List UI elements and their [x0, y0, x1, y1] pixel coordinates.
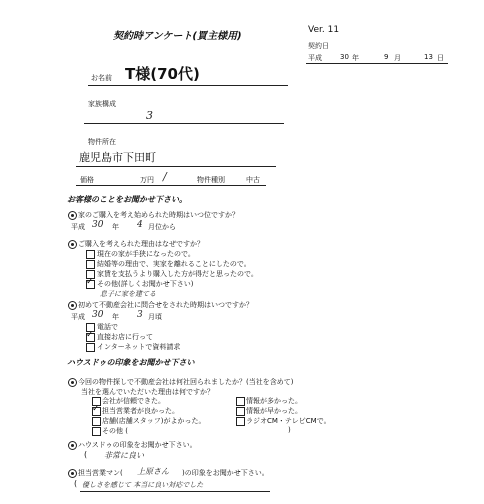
- version-label: Ver. 11: [308, 25, 340, 35]
- contract-month-unit: 月: [394, 54, 401, 62]
- form-title: 契約時アンケート(買主様用): [113, 31, 242, 42]
- price-underline: [76, 185, 266, 186]
- q5-bullet-icon: [68, 441, 77, 450]
- section2-heading: ハウスドゥの印象をお聞かせ下さい: [67, 358, 195, 367]
- contract-month: 9: [384, 53, 389, 61]
- q1-month: 4: [137, 220, 143, 230]
- q2-question: ご購入を考えられた理由はなぜですか？: [78, 240, 204, 248]
- family-underline: [84, 123, 284, 124]
- q1-year: 30: [92, 220, 104, 230]
- q3-option-label: 電話で: [97, 323, 118, 331]
- contract-era: 平成: [308, 54, 322, 62]
- q3-year: 30: [92, 310, 104, 320]
- q2-option-label: その他(詳しくお聞かせ下さい): [97, 280, 194, 288]
- q2-option-label: 家賃を支払うより購入した方が得だと思ったので。: [97, 270, 258, 278]
- property-location-value: 鹿児島市下田町: [79, 151, 156, 164]
- q3-question: 初めて不動産会社に問合せをされた時期はいつですか？: [78, 301, 253, 309]
- q4-option-label: 情報が早かった。: [246, 407, 302, 415]
- q2-bullet-icon: [68, 240, 77, 249]
- name-underline: [88, 85, 288, 86]
- q3-month: 3: [137, 310, 143, 320]
- q3-option-label: インターネットで資料請求: [97, 343, 181, 351]
- q4-option-checkbox[interactable]: [236, 397, 245, 406]
- contract-date-label: 契約日: [308, 42, 329, 50]
- checkmark-icon: ✓: [86, 330, 94, 340]
- q6-answer-underline: [80, 491, 270, 492]
- q5-answer: 非常に良い: [104, 451, 144, 460]
- q4-option-label: ラジオCM・テレビCMで。: [246, 417, 331, 425]
- q4-option-label: 店舗(店舗スタッフ)がよかった。: [102, 417, 206, 425]
- q5-question: ハウスドゥの印象をお聞かせ下さい。: [78, 441, 197, 449]
- property-type-label: 物件種別: [197, 176, 225, 184]
- q3-year-unit: 年: [112, 313, 119, 321]
- q1-question: 家のご購入を考え始められた時期はいつ位ですか？: [78, 211, 239, 219]
- q2-option-checkbox[interactable]: [86, 250, 95, 259]
- q4-bullet-icon: [68, 378, 77, 387]
- section1-heading: お客様のことをお聞かせ下さい。: [67, 195, 187, 204]
- checkmark-icon: ✓: [92, 404, 100, 414]
- contract-day: 13: [424, 53, 433, 61]
- q3-suffix: 月頃: [148, 313, 162, 321]
- contract-year: 30: [340, 53, 349, 61]
- q2-option-label: 結婚等の理由で、実家を離れることにしたので。: [97, 260, 251, 268]
- q3-option-label: 直接お店に行って: [97, 333, 153, 341]
- price-unit: 万円: [140, 176, 154, 184]
- q6-staff-name: 上原さん: [137, 467, 169, 476]
- q4-option-checkbox[interactable]: [236, 417, 245, 426]
- q3-bullet-icon: [68, 301, 77, 310]
- q1-era: 平成: [71, 223, 85, 231]
- property-location-label: 物件所在: [88, 138, 116, 146]
- q1-bullet-icon: [68, 211, 77, 220]
- customer-name: T様(70代): [125, 65, 200, 83]
- q6-bullet-icon: [68, 469, 77, 478]
- q6-answer: 優しさを感じて 本当に良い対応でした: [82, 481, 204, 489]
- q4-option-label: その他 (: [102, 427, 128, 435]
- q4-option-checkbox[interactable]: [92, 417, 101, 426]
- q4-option-label: 担当営業者が良かった。: [102, 407, 179, 415]
- q6-question-suffix: )の印象をお聞かせ下さい。: [182, 469, 269, 477]
- property-location-underline: [76, 166, 276, 167]
- q4-sub-question: 当社を選んでいただいた理由は何ですか？: [81, 388, 214, 396]
- price-label: 価格: [80, 176, 94, 184]
- q2-option-checkbox[interactable]: [86, 260, 95, 269]
- q5-open-paren: (: [84, 450, 88, 459]
- q1-suffix: 月位から: [148, 223, 176, 231]
- q3-option-checkbox[interactable]: [86, 343, 95, 352]
- property-type-value: 中古: [246, 176, 260, 184]
- q4-option-label: 会社が信頼できた。: [102, 397, 165, 405]
- q6-open-paren: (: [74, 479, 78, 488]
- contract-date-underline: [306, 63, 448, 64]
- family-value: 3: [146, 109, 153, 122]
- q4-option-label: 情報が多かった。: [246, 397, 302, 405]
- q4-question: 今回の物件探しで不動産会社は何社回られましたか？(当社を含めて): [78, 378, 294, 386]
- checkmark-icon: ✓: [86, 277, 94, 287]
- q3-era: 平成: [71, 313, 85, 321]
- contract-day-unit: 日: [437, 54, 444, 62]
- price-mark-icon: /: [163, 170, 167, 183]
- contract-year-unit: 年: [352, 54, 359, 62]
- q2-other-note: 息子に家を建てる: [100, 290, 156, 298]
- q4-option-checkbox[interactable]: [236, 407, 245, 416]
- family-label: 家族構成: [88, 100, 116, 108]
- q4-option-checkbox[interactable]: [92, 427, 101, 436]
- name-label: お名前: [91, 74, 112, 82]
- q4-other-close: ): [288, 426, 291, 434]
- q1-year-unit: 年: [112, 223, 119, 231]
- q6-question-prefix: 担当営業マン(: [78, 469, 123, 477]
- q2-option-label: 現在の家が手狭になったので。: [97, 250, 195, 258]
